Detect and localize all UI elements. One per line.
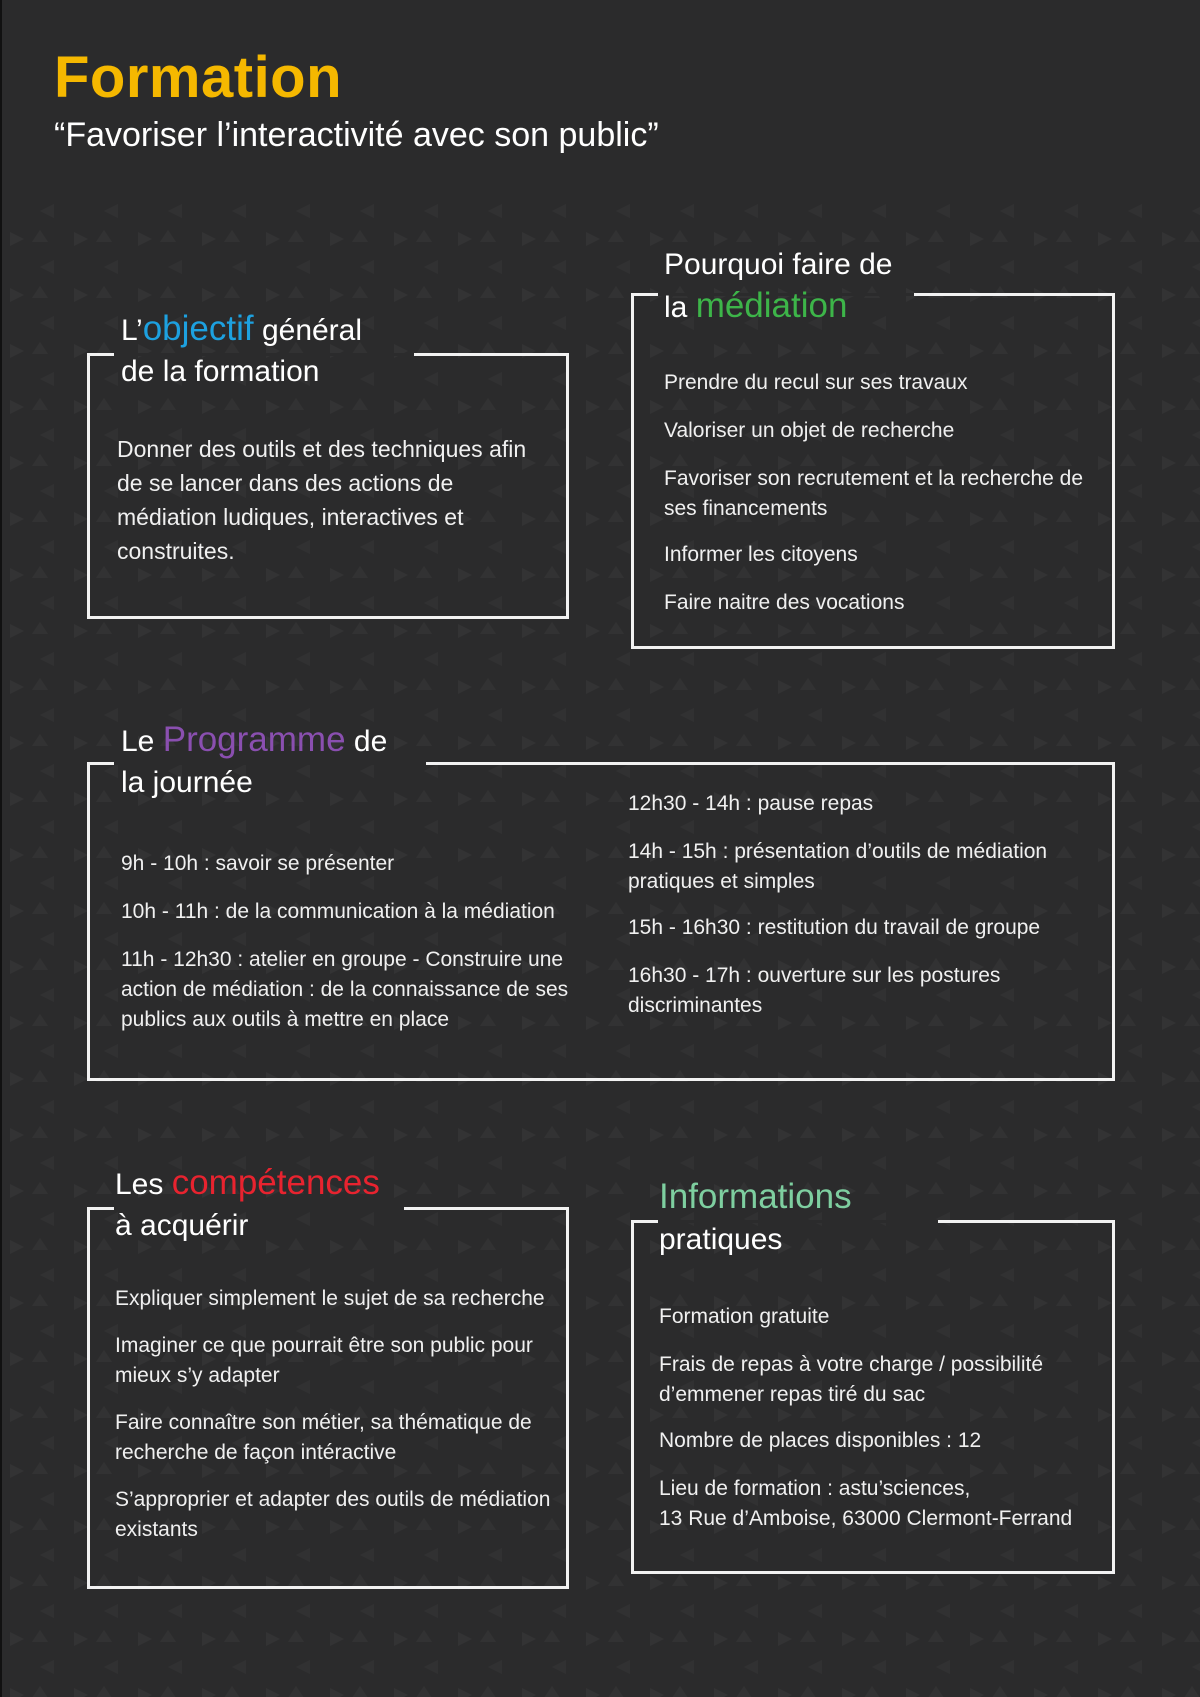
list-item: Frais de repas à votre charge / possibilité d’emmener repas tiré du sac xyxy=(659,1353,1044,1406)
list-item: Formation gratuite xyxy=(659,1305,830,1328)
list-item: Imaginer ce que pourrait être son public pour mieux s’y adapter xyxy=(115,1334,533,1387)
list-item: Informer les citoyens xyxy=(664,543,858,566)
programme-list-left xyxy=(121,849,571,1035)
competences-list xyxy=(115,1284,555,1545)
page-title: Formation xyxy=(54,45,343,110)
list-item: Faire naitre des vocations xyxy=(664,591,905,614)
mediation-list xyxy=(664,368,1104,618)
list-item: 10h - 11h : de la communication à la médiation xyxy=(121,900,555,923)
heading-suffix: de xyxy=(345,725,388,758)
list-item: Lieu de formation : astu’sciences, xyxy=(659,1477,971,1500)
list-item: S’approprier et adapter des outils de médiation existants xyxy=(115,1488,551,1541)
list-item: 12h30 - 14h : pause repas xyxy=(628,792,874,815)
informations-heading xyxy=(659,1176,852,1260)
heading-highlight: Informations xyxy=(659,1177,852,1216)
heading-line1: Pourquoi faire de xyxy=(664,248,893,281)
heading-prefix: Le xyxy=(121,725,163,758)
mediation-heading xyxy=(664,244,893,328)
list-item: Favoriser son recrutement et la recherche de ses financements xyxy=(664,467,1084,520)
list-item: 9h - 10h : savoir se présenter xyxy=(121,852,395,875)
programme-list-right xyxy=(628,789,1078,1021)
list-item: 11h - 12h30 : atelier en groupe - Construire une action de médiation : de la connaissance de ses publics aux outils à mettre en place xyxy=(121,948,569,1031)
list-item: Valoriser un objet de recherche xyxy=(664,419,955,442)
heading-line2: de la formation xyxy=(121,355,320,388)
objectif-heading xyxy=(121,308,362,392)
page-subtitle: “Favoriser l’interactivité avec son public” xyxy=(54,116,659,154)
list-item: Nombre de places disponibles : 12 xyxy=(659,1429,982,1452)
heading-highlight: Programme xyxy=(162,720,346,759)
list-item: 16h30 - 17h : ouverture sur les postures discriminantes xyxy=(628,964,1001,1017)
heading-prefix: la xyxy=(664,291,696,324)
heading-line2: à acquérir xyxy=(115,1209,249,1242)
list-item: Faire connaître son métier, sa thématique de recherche de façon intéractive xyxy=(115,1411,532,1464)
list-item: 14h - 15h : présentation d’outils de médiation pratiques et simples xyxy=(628,840,1048,893)
heading-highlight: objectif xyxy=(142,309,254,348)
heading-prefix: Les xyxy=(115,1168,172,1201)
heading-highlight: compétences xyxy=(171,1163,380,1202)
heading-prefix: L’ xyxy=(121,314,143,347)
heading-line2: pratiques xyxy=(659,1223,783,1256)
programme-heading xyxy=(121,719,387,803)
competences-heading xyxy=(115,1162,380,1246)
address-line: 13 Rue d’Amboise, 63000 Clermont-Ferrand xyxy=(659,1507,1073,1530)
informations-list xyxy=(659,1302,1099,1534)
list-item: 15h - 16h30 : restitution du travail de groupe xyxy=(628,916,1041,939)
objectif-text: Donner des outils et des techniques afin de se lancer dans des actions de médiation ludiques, interactives et construites. xyxy=(117,436,527,564)
heading-suffix: général xyxy=(253,314,363,347)
heading-line2: la journée xyxy=(121,766,253,799)
list-item: Prendre du recul sur ses travaux xyxy=(664,371,968,394)
list-item: Expliquer simplement le sujet de sa recherche xyxy=(115,1287,545,1310)
heading-highlight: médiation xyxy=(695,286,848,325)
